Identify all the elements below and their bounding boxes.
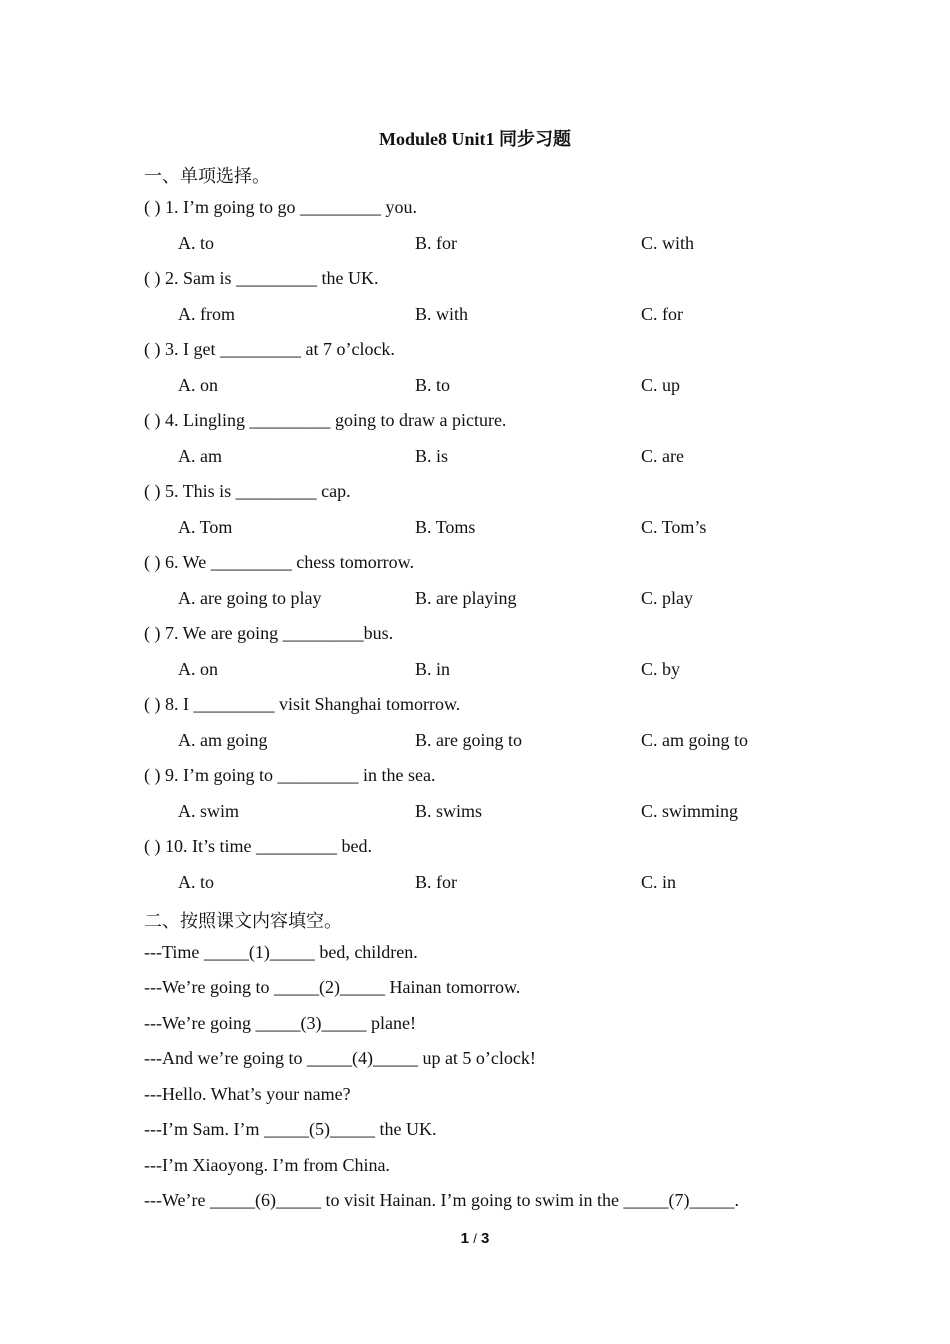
section2-heading: 二、按照课文内容填空。 [144,911,342,931]
option-c: C. in [641,872,677,892]
question-stem: ( ) 1. I’m going to go _________ you. [144,197,417,217]
section1-heading: 一、单项选择。 [144,166,270,186]
question-stem: ( ) 6. We _________ chess tomorrow. [144,552,415,572]
question-stem: ( ) 9. I’m going to _________ in the sea. [144,765,436,785]
option-a: A. on [178,659,218,679]
page-number [0,1230,950,1247]
option-a: A. from [178,304,235,324]
option-c: C. with [641,233,695,253]
option-b: B. in [415,659,451,679]
question-stem: ( ) 3. I get _________ at 7 o’clock. [144,339,395,359]
dialogue-line: ---We’re _____(6)_____ to visit Hainan. I’m going to swim in the _____(7)_____. [144,1190,739,1210]
option-a: A. on [178,375,218,395]
dialogue-line: ---We’re going to _____(2)_____ Hainan tomorrow. [144,977,521,997]
question-stem: ( ) 2. Sam is _________ the UK. [144,268,379,288]
option-a: A. Tom [178,517,233,537]
option-c: C. up [641,375,681,395]
option-b: B. are going to [415,730,522,750]
dialogue-line: ---Hello. What’s your name? [144,1084,351,1104]
option-b: B. is [415,446,449,466]
option-b: B. Toms [415,517,476,537]
dialogue-line: ---And we’re going to _____(4)_____ up at 5 o’clock! [144,1048,536,1068]
option-c: C. are [641,446,684,466]
option-c: C. am going to [641,730,748,750]
dialogue-line: ---I’m Xiaoyong. I’m from China. [144,1155,390,1175]
dialogue-line: ---We’re going _____(3)_____ plane! [144,1013,416,1033]
total-pages: 3 [480,1230,490,1247]
question-stem: ( ) 8. I _________ visit Shanghai tomorrow. [144,694,461,714]
current-page: 1 [460,1230,470,1247]
option-c: C. for [641,304,683,324]
option-a: A. swim [178,801,240,821]
option-c: C. by [641,659,681,679]
question-stem: ( ) 10. It’s time _________ bed. [144,836,372,856]
option-b: B. to [415,375,451,395]
dialogue-line: ---Time _____(1)_____ bed, children. [144,942,418,962]
question-stem: ( ) 4. Lingling _________ going to draw a picture. [144,410,507,430]
option-b: B. for [415,233,457,253]
option-a: A. are going to play [178,588,322,608]
page-title: Module8 Unit1 同步习题 [378,129,571,149]
option-a: A. am [178,446,222,466]
page-separator: / [473,1231,477,1246]
question-stem: ( ) 5. This is _________ cap. [144,481,351,501]
option-b: B. with [415,304,469,324]
option-a: A. to [178,233,214,253]
option-a: A. am going [178,730,268,750]
option-c: C. play [641,588,693,608]
question-stem: ( ) 7. We are going _________bus. [144,623,394,643]
option-b: B. are playing [415,588,517,608]
option-b: B. for [415,872,457,892]
option-a: A. to [178,872,214,892]
option-c: C. Tom’s [641,517,707,537]
option-c: C. swimming [641,801,739,821]
dialogue-line: ---I’m Sam. I’m _____(5)_____ the UK. [144,1119,437,1139]
option-b: B. swims [415,801,483,821]
